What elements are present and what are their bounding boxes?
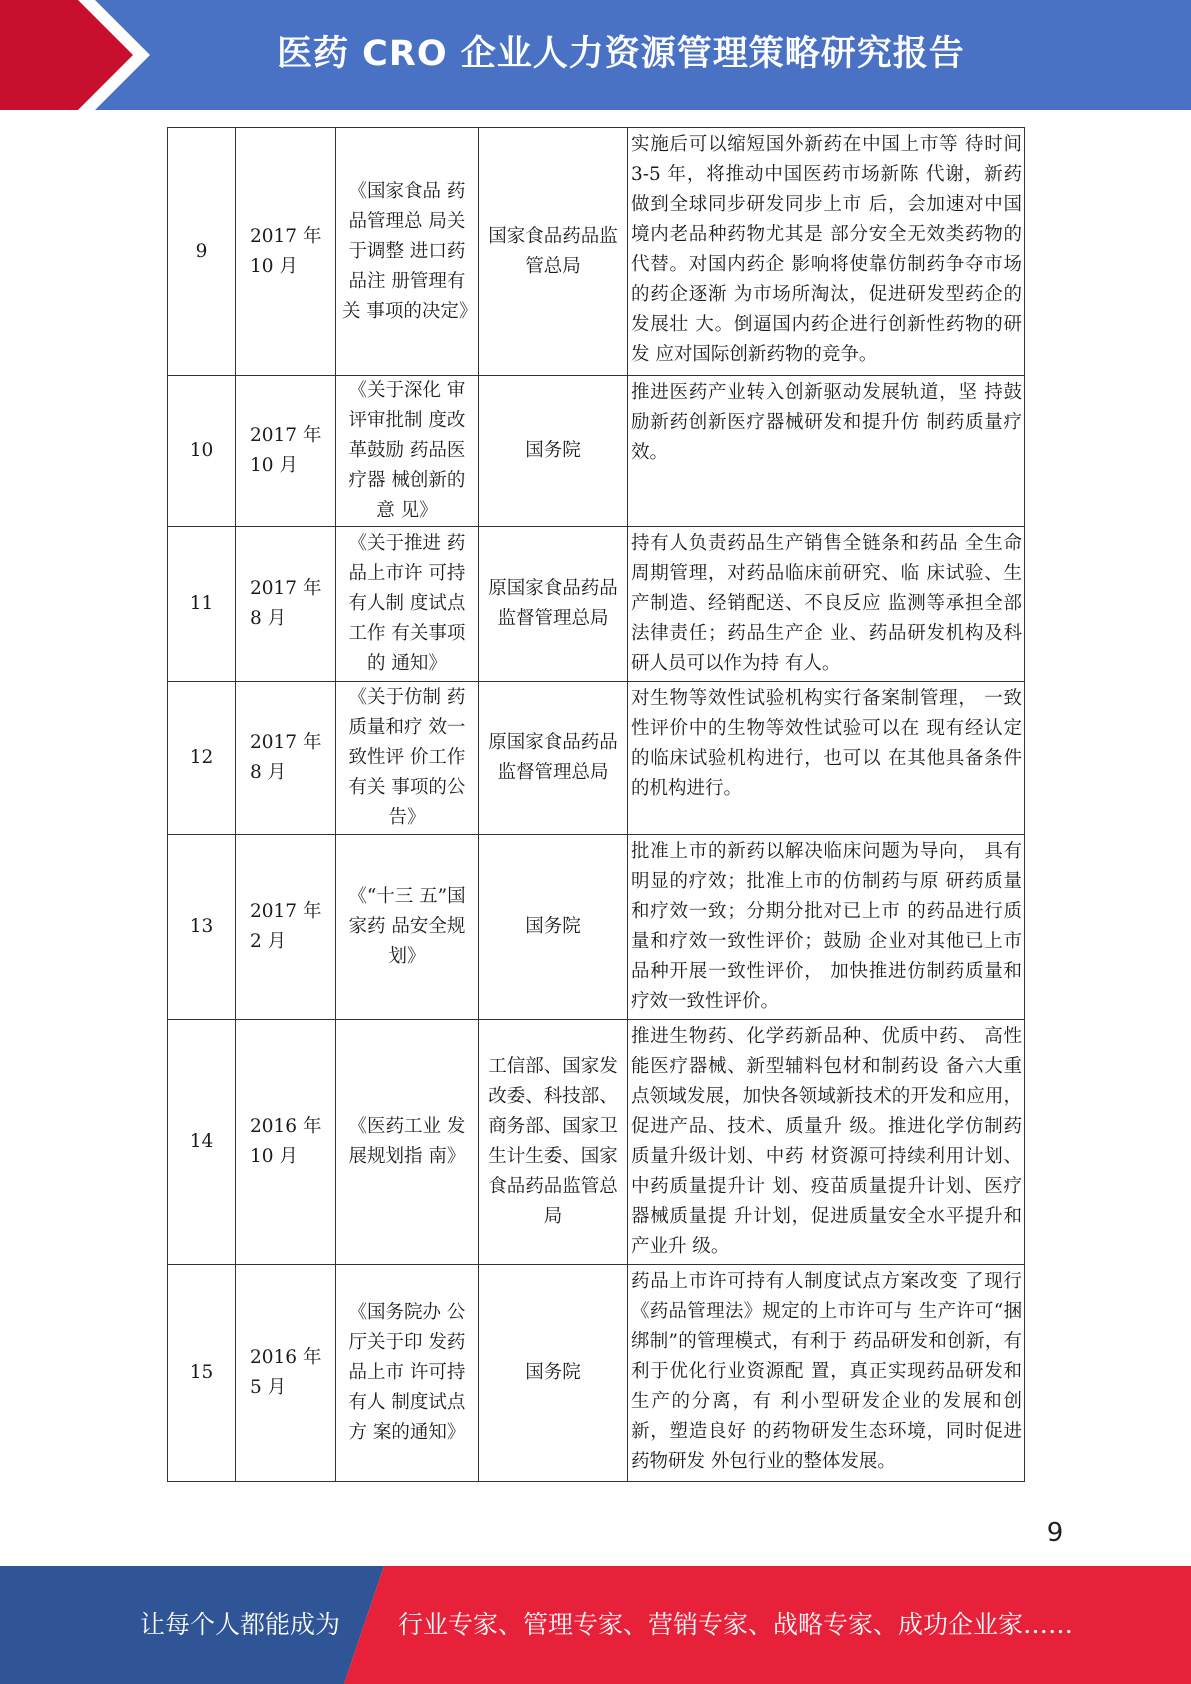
row-description: 推进生物药、化学药新品种、优质中药、 高性能医疗器械、新型辅料包材和制药设 备六大重点领域发展，加快各领域新技术的开发和应用，促进产品、技术、质量升 级。推进化学仿制药质量升级计划、中药 材资源可持续利用计划、中药质量提升计 划、疫苗质量提升计划、医疗器械质量提 升计划，促进质量安全水平提升和产业升 级。: [628, 1020, 1025, 1265]
row-description: 对生物等效性试验机构实行备案制管理， 一致性评价中的生物等效性试验可以在 现有经认定的临床试验机构进行，也可以 在其他具备条件的机构进行。: [628, 682, 1025, 835]
row-date-line: 8 月: [250, 762, 287, 783]
row-date-line: 2017 年: [250, 425, 322, 446]
row-date: [236, 1020, 336, 1265]
row-date-line: 5 月: [250, 1377, 287, 1398]
row-policy-title: 《医药工业 发展规划指 南》: [336, 1020, 479, 1265]
table-row: [168, 376, 1025, 527]
row-description: 推进医药产业转入创新驱动发展轨道，坚 持鼓励新药创新医疗器械研发和提升仿 制药质量疗效。: [628, 376, 1025, 527]
row-description: 持有人负责药品生产销售全链条和药品 全生命周期管理，对药品临床前研究、临 床试验、生产制造、经销配送、不良反应 监测等承担全部法律责任；药品生产企 业、药品研发机构及科研人员可以作为持 有人。: [628, 527, 1025, 682]
row-date: [236, 527, 336, 682]
row-department: 原国家食品药品监督管理总局: [479, 527, 628, 682]
row-department: 国务院: [479, 1265, 628, 1482]
row-policy-title: 《关于仿制 药质量和疗 效一致性评 价工作有关 事项的公告》: [336, 682, 479, 835]
table-row: [168, 1020, 1025, 1265]
header-chevron-graphic: [0, 0, 150, 110]
row-number: 15: [168, 1265, 236, 1482]
row-date-line: 2016 年: [250, 1347, 322, 1368]
row-number: 11: [168, 527, 236, 682]
row-policy-title: 《国家食品 药品管理总 局关于调整 进口药品注 册管理有关 事项的决定》: [336, 128, 479, 376]
page-number: 9: [1046, 1518, 1064, 1548]
row-description: 批准上市的新药以解决临床问题为导向， 具有明显的疗效；批准上市的仿制药与原 研药质量和疗效一致；分期分批对已上市 的药品进行质量和疗效一致性评价；鼓励 企业对其他已上市品种开展一致性评价， 加快推进仿制药质量和疗效一致性评价。: [628, 835, 1025, 1020]
row-policy-title: 《关于推进 药品上市许 可持有人制 度试点工作 有关事项的 通知》: [336, 527, 479, 682]
row-number: 9: [168, 128, 236, 376]
report-title: 医药 CRO 企业人力资源管理策略研究报告: [277, 34, 965, 74]
row-date: [236, 1265, 336, 1482]
row-date-line: 2 月: [250, 931, 287, 952]
row-date: [236, 376, 336, 527]
row-number: 10: [168, 376, 236, 527]
row-policy-title: 《“十三 五”国家药 品安全规划》: [336, 835, 479, 1020]
policy-table-body: [168, 128, 1025, 1482]
footer-slogan-right: 行业专家、管理专家、营销专家、战略专家、成功企业家……: [398, 1610, 1074, 1639]
row-department: 国务院: [479, 835, 628, 1020]
row-department: 国家食品药品监管总局: [479, 128, 628, 376]
row-date: [236, 835, 336, 1020]
footer-banner: [0, 1566, 1191, 1684]
row-date-line: 2017 年: [250, 901, 322, 922]
row-number: 12: [168, 682, 236, 835]
row-policy-title: 《国务院办 公厅关于印 发药品上市 许可持有人 制度试点方 案的通知》: [336, 1265, 479, 1482]
table-row: [168, 128, 1025, 376]
row-department: 原国家食品药品监督管理总局: [479, 682, 628, 835]
table-row: [168, 1265, 1025, 1482]
table-row: [168, 835, 1025, 1020]
row-date-line: 2017 年: [250, 732, 322, 753]
row-description: 实施后可以缩短国外新药在中国上市等 待时间 3-5 年，将推动中国医药市场新陈 代谢，新药做到全球同步研发同步上市 后，会加速对中国境内老品种药物尤其是 部分安全无效类药物的代替。对国内药企 影响将使靠仿制药争夺市场的药企逐渐 为市场所淘汰，促进研发型药企的发展壮 大。倒逼国内药企进行创新性药物的研发 应对国际创新药物的竞争。: [628, 128, 1025, 376]
row-policy-title: 《关于深化 审评审批制 度改革鼓励 药品医疗器 械创新的意 见》: [336, 376, 479, 527]
footer-slogan-left: 让每个人都能成为: [140, 1610, 341, 1639]
table-row: [168, 527, 1025, 682]
row-date-line: 2016 年: [250, 1116, 322, 1137]
policy-table: [167, 127, 1025, 1482]
row-date-line: 10 月: [250, 455, 298, 476]
row-date: [236, 128, 336, 376]
table-row: [168, 682, 1025, 835]
row-department: 国务院: [479, 376, 628, 527]
row-number: 13: [168, 835, 236, 1020]
row-date: [236, 682, 336, 835]
row-department: 工信部、国家发改委、科技部、商务部、国家卫生计生委、国家食品药品监管总局: [479, 1020, 628, 1265]
row-date-line: 10 月: [250, 255, 298, 277]
row-date-line: 2017 年: [250, 578, 322, 599]
row-date-line: 2017 年: [250, 225, 322, 247]
header-banner: [0, 0, 1191, 110]
row-date-line: 10 月: [250, 1146, 298, 1167]
row-number: 14: [168, 1020, 236, 1265]
row-description: 药品上市许可持有人制度试点方案改变 了现行《药品管理法》规定的上市许可与 生产许可“捆绑制”的管理模式，有利于 药品研发和创新，有利于优化行业资源配 置，真正实现药品研发和生产的分离，有 利小型研发企业的发展和创新，塑造良好 的药物研发生态环境，同时促进药物研发 外包行业的整体发展。: [628, 1265, 1025, 1482]
row-date-line: 8 月: [250, 608, 287, 629]
